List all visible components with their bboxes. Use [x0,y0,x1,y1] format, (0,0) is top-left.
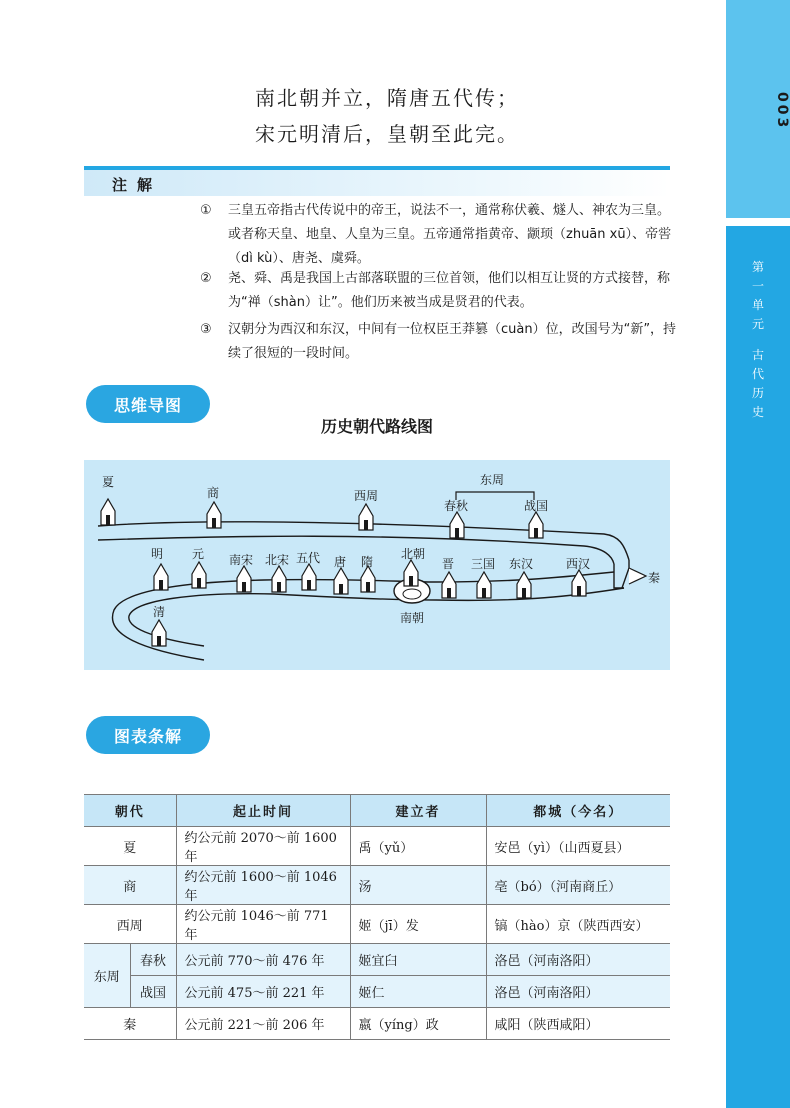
topic-char: 历 [751,386,764,400]
map-label-beichao: 北朝 [401,547,426,561]
capital-cell: 洛邑（河南洛阳） [486,976,670,1008]
table-row [84,866,670,905]
capital-cell: 镐（hào）京（陕西西安） [486,905,670,944]
note-number: ② [200,271,212,286]
unit-char: 单 [751,298,764,312]
hut-icon [272,566,286,592]
time-cell: 公元前 221～前 206 年 [176,1008,350,1040]
capital-cell: 安邑（yì）（山西夏县） [486,827,670,866]
table-header: 朝代 [84,795,176,827]
hut-icon [237,566,251,592]
map-label-qin: 秦 [648,571,661,585]
chapter-label [726,258,790,422]
map-label-chunqiu: 春秋 [444,499,469,513]
hut-icon [192,562,206,588]
time-cell: 公元前 770～前 476 年 [176,944,350,976]
hut-icon [302,564,316,590]
poem-line-1: 南北朝并立，隋唐五代传； [255,86,519,110]
table-row [84,905,670,944]
route-map-svg [84,460,670,670]
unit-char: 一 [751,279,764,293]
topic-char: 史 [751,405,764,419]
notes-header-bar [84,170,670,196]
unit-char: 第 [751,260,764,274]
hut-icon [359,504,373,530]
map-label-sanguo: 三国 [471,557,496,571]
table-header: 起止时间 [176,795,350,827]
map-label-sui: 隋 [361,555,374,569]
founder-cell: 姬宜臼 [350,944,486,976]
time-cell: 约公元前 1046～前 771 年 [176,905,350,944]
founder-cell: 汤 [350,866,486,905]
dynasty-table [84,794,670,1040]
table-pill: 图表条解 [86,716,210,754]
hut-icon [207,502,221,528]
hut-icon [572,570,586,596]
time-cell: 约公元前 2070～前 1600 年 [176,827,350,866]
table-header: 建立者 [350,795,486,827]
time-cell: 公元前 475～前 221 年 [176,976,350,1008]
dynasty-cell: 西周 [84,905,176,944]
table-row [84,976,670,1008]
notes-title: 注解 [112,176,163,194]
map-label-qing: 清 [153,605,166,619]
topic-char: 代 [751,367,764,381]
hut-icon [450,512,464,538]
hut-icon [517,572,531,598]
poem-line-2: 宋元明清后，皇朝至此完。 [255,122,519,146]
capital-cell: 亳（bó）（河南商丘） [486,866,670,905]
map-label-shang: 商 [207,486,220,500]
dynasty-route-map [84,460,670,670]
arrow-icon [629,568,646,584]
hut-icon [442,572,456,598]
map-label-xizhou: 西周 [354,489,379,503]
table-row [84,827,670,866]
map-label-jin: 晋 [442,557,455,571]
capital-cell: 洛邑（河南洛阳） [486,944,670,976]
map-label-dongzhou: 东周 [480,473,505,487]
note-item [200,267,680,315]
map-label-nanchao: 南朝 [400,611,425,625]
map-label-zhanguo: 战国 [524,499,549,513]
hut-icon [154,564,168,590]
unit-char: 元 [751,317,764,331]
mindmap-title: 历史朝代路线图 [320,417,433,436]
map-label-yuan: 元 [192,547,205,561]
hut-icon [529,512,543,538]
map-label-tang: 唐 [334,555,347,569]
founder-cell: 姬仁 [350,976,486,1008]
table-row [84,944,670,976]
map-label-nansong: 南宋 [229,553,254,567]
note-number: ③ [200,322,212,337]
dynasty-cell: 夏 [84,827,176,866]
topic-char: 古 [751,348,764,362]
dynasty-cell: 商 [84,866,176,905]
note-text: 尧、舜、禹是我国上古部落联盟的三位首领，他们以相互让贤的方式接替，称为“禅（shàn）让”。他们历来被当成是贤君的代表。 [228,271,671,310]
note-number: ① [200,203,212,218]
table-header: 都城（今名） [486,795,670,827]
map-label-donghan: 东汉 [509,557,534,571]
hut-icon [101,499,115,525]
hut-icon [404,560,418,586]
dynasty-cell: 春秋 [130,944,176,976]
map-label-beisong: 北宋 [265,553,290,567]
page-number: 003 [774,92,790,131]
dynasty-group-cell: 东周 [84,944,130,1008]
map-label-wudai: 五代 [296,551,321,565]
hut-icon [152,620,166,646]
hut-icon [334,568,348,594]
note-item [200,318,680,366]
map-label-xihan: 西汉 [566,557,591,571]
founder-cell: 姬（jī）发 [350,905,486,944]
founder-cell: 嬴（yíng）政 [350,1008,486,1040]
founder-cell: 禹（yǔ） [350,827,486,866]
dynasty-cell: 战国 [130,976,176,1008]
dynasty-cell: 秦 [84,1008,176,1040]
time-cell: 约公元前 1600～前 1046 年 [176,866,350,905]
hut-icon [477,572,491,598]
capital-cell: 咸阳（陕西咸阳） [486,1008,670,1040]
table-row [84,1008,670,1040]
note-text: 三皇五帝指古代传说中的帝王，说法不一，通常称伏羲、燧人、神农为三皇。或者称天皇、地皇、人皇为三皇。五帝通常指黄帝、颛顼（zhuān xū）、帝喾（dì kù）、唐尧、虞舜。 [228,203,672,266]
hut-icon [361,566,375,592]
table-header-row [84,795,670,827]
note-text: 汉朝分为西汉和东汉，中间有一位权臣王莽篡（cuàn）位，改国号为“新”，持续了很短的一段时间。 [228,322,677,361]
map-label-ming: 明 [151,547,164,561]
mindmap-pill: 思维导图 [86,385,210,423]
map-label-xia: 夏 [102,475,115,489]
note-item [200,199,680,271]
